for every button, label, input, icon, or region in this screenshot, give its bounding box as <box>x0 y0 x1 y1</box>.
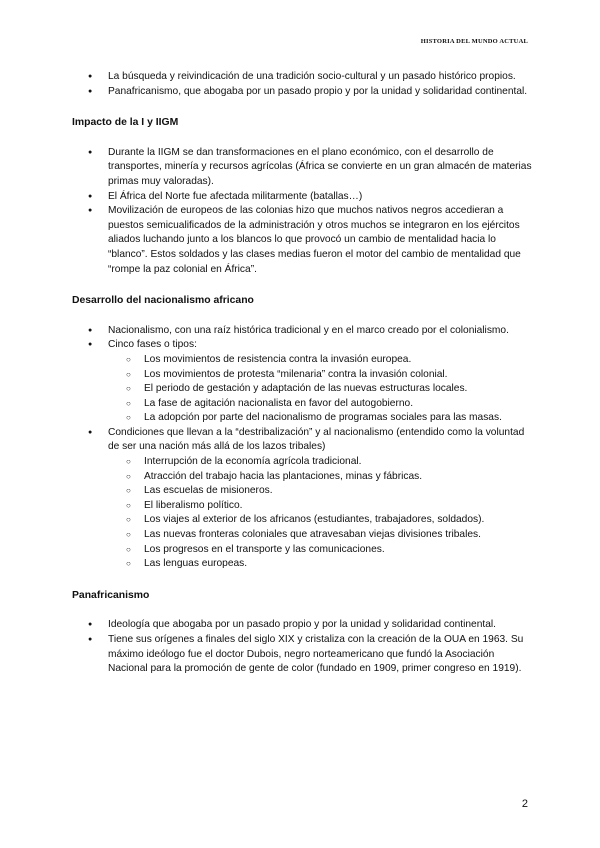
list-item: ● El África del Norte fue afectada militarmente (batallas…) <box>72 190 532 205</box>
section-heading-panafricanismo: Panafricanismo <box>72 589 150 601</box>
panafricanismo-list <box>72 618 532 676</box>
sublist-item: ○ Interrupción de la economía agrícola tradicional. <box>72 455 532 470</box>
desarrollo-list <box>72 324 532 572</box>
list-item-label: Condiciones que llevan a la “destribalización” y al nacionalismo (entendido como la voluntad de ser una nación más allá de los lazos tribales) <box>108 426 525 453</box>
sublist-item: ○ Los viajes al exterior de los africanos (estudiantes, trabajadores, soldados). <box>72 513 532 528</box>
sublist-item: ○ Las escuelas de misioneros. <box>72 484 532 499</box>
page-content <box>72 70 532 677</box>
impacto-list <box>72 146 532 277</box>
sublist-item: ○ Los progresos en el transporte y las comunicaciones. <box>72 543 532 558</box>
sublist-item: ○ La adopción por parte del nacionalismo de programas sociales para las masas. <box>72 411 532 426</box>
sublist-item: ○ Los movimientos de protesta “milenaria” contra la invasión colonial. <box>72 368 532 383</box>
sublist-item: ○ Los movimientos de resistencia contra la invasión europea. <box>72 353 532 368</box>
list-item: ● Durante la IIGM se dan transformaciones en el plano económico, con el desarrollo de transportes, minería y recursos agrícolas (África se convierte en un gran almacén de materias primas muy valoradas). <box>72 146 532 190</box>
condiciones-sublist <box>108 455 532 572</box>
list-item: ● Tiene sus orígenes a finales del siglo XIX y cristaliza con la creación de la OUA en 1963. Su máximo ideólogo fue el doctor Dubois, negro norteamericano que fundó la Asociación Nacional para la promoción de gente de color (fundado en 1909, primer congreso en 1919). <box>72 633 532 677</box>
list-item: ● Movilización de europeos de las colonias hizo que muchos nativos negros accedieran a puestos semicualificados de la administración y otros muchos se integraron en los ejércitos aliados luchando junto a los blancos lo que provocó un cambio de mentalidad hacia lo “blanco”. Estos soldados y las clases medias fueron el motor del cambio de mentalidad que “rompe la paz colonial en África”. <box>72 204 532 277</box>
sublist-item: ○ Las lenguas europeas. <box>72 557 532 572</box>
running-header: HISTORIA DEL MUNDO ACTUAL <box>420 38 528 45</box>
sublist-item: ○ Las nuevas fronteras coloniales que atravesaban viejas divisiones tribales. <box>72 528 532 543</box>
list-item-fases <box>72 338 532 426</box>
list-item: ● Ideología que abogaba por un pasado propio y por la unidad y solidaridad continental. <box>72 618 532 633</box>
fases-sublist <box>108 353 532 426</box>
list-item: ● Panafricanismo, que abogaba por un pasado propio y por la unidad y solidaridad continental. <box>72 85 532 100</box>
list-item-condiciones <box>72 426 532 572</box>
section-heading-desarrollo: Desarrollo del nacionalismo africano <box>72 295 254 307</box>
section-heading-impacto: Impacto de la I y IIGM <box>72 117 179 129</box>
sublist-item: ○ El liberalismo político. <box>72 499 532 514</box>
sublist-item: ○ El periodo de gestación y adaptación de las nuevas estructuras locales. <box>72 382 532 397</box>
list-item: ● La búsqueda y reivindicación de una tradición socio-cultural y un pasado histórico propios. <box>72 70 532 85</box>
sublist-item: ○ La fase de agitación nacionalista en favor del autogobierno. <box>72 397 532 412</box>
sublist-item: ○ Atracción del trabajo hacia las plantaciones, minas y fábricas. <box>72 470 532 485</box>
list-item: ● Nacionalismo, con una raíz histórica tradicional y en el marco creado por el colonialismo. <box>72 324 532 339</box>
page-number: 2 <box>521 798 528 810</box>
list-item-label: Cinco fases o tipos: <box>108 339 197 351</box>
intro-list <box>72 70 532 99</box>
